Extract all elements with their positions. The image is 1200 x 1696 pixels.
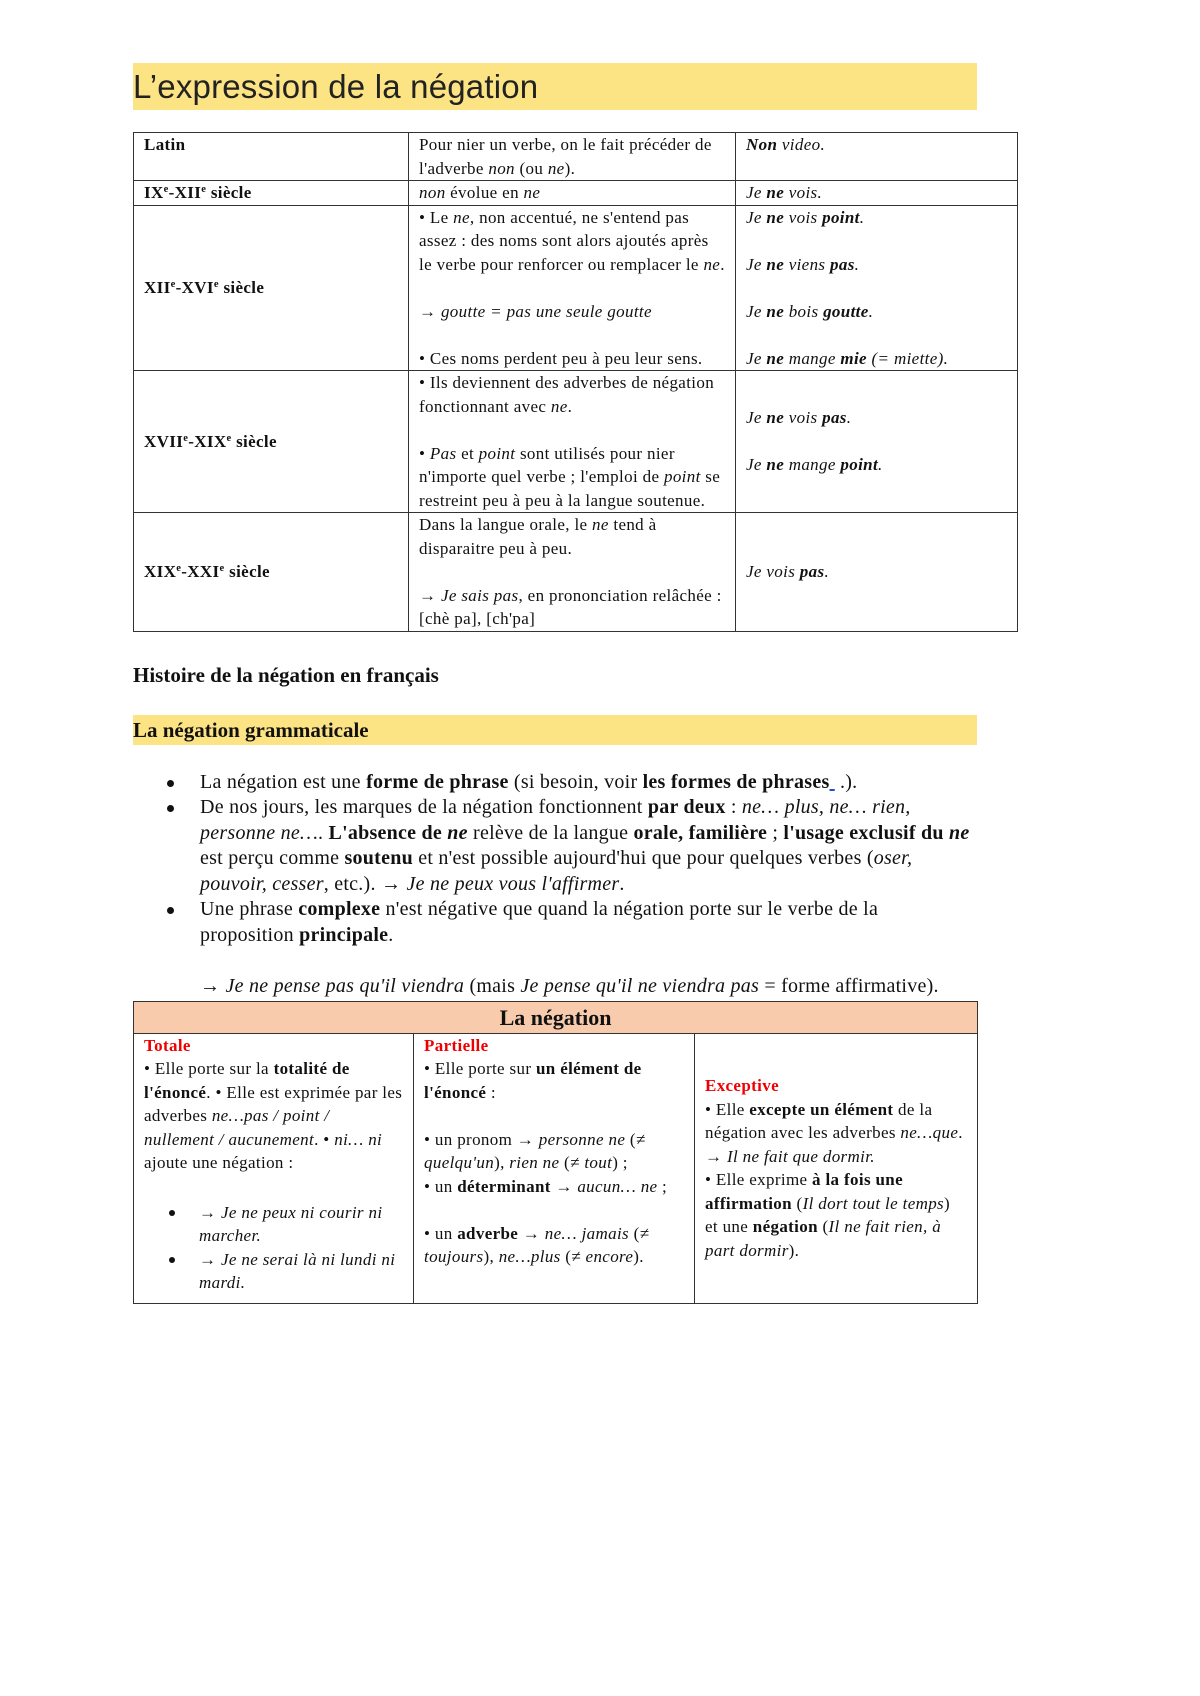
paragraph-group	[746, 453, 1007, 477]
text-run: ;	[767, 821, 784, 844]
paragraph-group	[200, 770, 977, 796]
paragraph	[746, 206, 1007, 230]
text-run: ne…plus	[498, 1247, 561, 1267]
text-run: Je ne peux vous l'affirmer	[406, 872, 620, 895]
text-run: :	[486, 1082, 496, 1102]
text-run: .	[854, 254, 860, 274]
text-run: point	[822, 207, 860, 227]
text-run: .).	[834, 770, 858, 793]
text-run: siècle	[231, 431, 277, 451]
text-run: .	[619, 872, 625, 895]
text-run: principale	[299, 924, 389, 947]
text-run: ne	[523, 183, 541, 202]
exceptive-column	[695, 1033, 978, 1303]
history-row	[134, 371, 1018, 513]
text-run: Je	[746, 348, 767, 368]
text-run: Une phrase	[200, 898, 299, 921]
paragraph-group	[746, 300, 1007, 324]
text-run: ).	[788, 1240, 800, 1260]
text-run: Je	[746, 183, 767, 202]
text-run: forme de phrase	[366, 770, 509, 793]
page-title: L’expression de la négation	[133, 68, 539, 105]
paragraph	[746, 253, 1007, 277]
text-run: siècle	[224, 562, 270, 581]
text-run: ≠ quelqu'un	[424, 1129, 646, 1173]
text-run: .	[824, 562, 830, 581]
text-run: (ou	[514, 158, 548, 178]
text-run: La négation est une	[200, 770, 367, 793]
text-run: mange	[784, 455, 841, 475]
text-run: (mais	[464, 975, 521, 998]
history-row	[134, 513, 1018, 632]
text-run: vois	[784, 408, 823, 428]
text-run: ne	[766, 183, 785, 202]
paragraph	[746, 300, 1007, 324]
text-run: Dans la langue orale, le	[419, 515, 593, 534]
text-run: négation	[752, 1217, 818, 1237]
text-run: Il dort tout le temps	[802, 1193, 945, 1213]
text-run: ne… jamais	[544, 1223, 630, 1243]
text-run: Je vois	[746, 562, 800, 581]
paragraph-group	[746, 181, 1007, 205]
text-run: (	[560, 1247, 572, 1267]
paragraph-group	[424, 1057, 684, 1104]
text-run: Pas	[429, 443, 457, 463]
text-run: ne	[948, 821, 970, 844]
text-run: e	[163, 184, 169, 196]
text-run: les formes de phrases	[642, 770, 830, 793]
text-run: et	[456, 443, 479, 463]
text-run: →	[518, 1223, 545, 1243]
explanation-cell	[409, 205, 736, 371]
text-run: pas	[830, 254, 855, 274]
paragraph-group	[144, 1057, 403, 1175]
history-row	[134, 133, 1018, 181]
text-run: point	[478, 443, 516, 463]
text-run: ne	[592, 515, 609, 534]
text-run: Latin	[144, 135, 186, 154]
paragraph-group	[200, 795, 977, 897]
paragraph	[419, 584, 725, 631]
paragraph	[746, 347, 1007, 371]
text-run: →	[550, 1176, 578, 1196]
text-run: Je	[746, 254, 767, 274]
paragraph	[424, 1175, 684, 1199]
paragraph-group	[419, 371, 725, 418]
paragraph-group	[424, 1222, 684, 1269]
paragraph-group	[419, 584, 725, 631]
period-cell	[134, 205, 409, 371]
text-run: .	[720, 254, 725, 274]
partielle-column	[414, 1033, 695, 1303]
list-item	[200, 795, 977, 897]
text-run: vois	[784, 207, 823, 227]
paragraph	[200, 974, 977, 1000]
text-run: mie	[840, 348, 867, 368]
text-run: .	[388, 924, 394, 947]
paragraph	[746, 453, 1007, 477]
text-run: • un	[424, 1176, 458, 1196]
paragraph	[200, 795, 977, 897]
explanation-cell	[409, 181, 736, 206]
text-run: n'est négative que quand la négation porte sur le verbe de la proposition	[200, 898, 879, 947]
text-run: personne ne	[538, 1129, 626, 1149]
paragraph-group	[705, 1098, 967, 1263]
list-item	[200, 770, 977, 796]
text-run: Je ne pense pas qu'il viendra	[225, 975, 465, 998]
text-run: • Elle porte sur	[424, 1059, 536, 1079]
paragraph-group	[746, 560, 1007, 584]
period-cell	[134, 181, 409, 206]
text-run: XII	[144, 278, 171, 297]
text-run: ne	[447, 821, 468, 844]
text-run: siècle	[218, 278, 265, 297]
text-run: Je	[746, 301, 767, 321]
paragraph	[705, 1168, 967, 1262]
text-run: l'usage exclusif du	[783, 821, 949, 844]
example-cell	[736, 513, 1018, 632]
text-run: . •	[314, 1129, 335, 1149]
column-label: Exceptive	[705, 1076, 779, 1096]
text-run: ni… ni	[334, 1129, 383, 1149]
text-run: , etc.). →	[323, 872, 407, 895]
text-run: e	[226, 432, 232, 444]
text-run: ne	[766, 301, 785, 321]
paragraph	[746, 133, 1007, 157]
history-heading: Histoire de la négation en français	[133, 662, 439, 687]
text-run: ≠ encore	[571, 1247, 634, 1267]
text-run: .	[878, 455, 883, 475]
text-run: siècle	[206, 183, 252, 202]
explanation-cell	[409, 513, 736, 632]
text-run: •	[419, 443, 430, 463]
text-run: ).	[633, 1247, 644, 1267]
text-run: ),	[494, 1153, 510, 1173]
paragraph-group	[746, 406, 1007, 430]
text-run: complexe	[298, 898, 381, 921]
text-run: video.	[777, 135, 826, 154]
table-title: La négation	[134, 1001, 978, 1033]
text-run: ne	[766, 408, 785, 428]
text-run: non	[419, 183, 446, 202]
paragraph	[746, 181, 1007, 205]
text-run: goutte	[823, 301, 869, 321]
text-run: ne	[547, 158, 565, 178]
text-run: oser, pouvoir, cesser	[200, 847, 913, 895]
text-run: ne	[766, 254, 785, 274]
section-highlight	[133, 715, 977, 745]
text-run: pas	[822, 408, 847, 428]
text-run: . • Elle est exprimée par les adverbes	[144, 1082, 403, 1126]
text-run: déterminant	[457, 1176, 551, 1196]
text-run: ne	[550, 396, 568, 416]
text-run: :	[725, 796, 742, 819]
paragraph	[419, 206, 725, 277]
text-run: non	[488, 158, 515, 178]
text-run: .	[846, 408, 852, 428]
column-text	[144, 1057, 403, 1175]
list-item	[200, 897, 977, 999]
paragraph	[144, 1057, 403, 1175]
negation-table	[133, 1001, 978, 1304]
text-run: évolue en	[445, 183, 524, 202]
paragraph	[424, 1128, 684, 1175]
text-run: (	[791, 1193, 803, 1213]
text-run: -XII	[168, 183, 202, 202]
text-run: aucun… ne	[577, 1176, 658, 1196]
text-run: ne… plus, ne… rien, personne ne…	[200, 796, 911, 844]
text-run: →	[419, 585, 441, 605]
example-cell	[736, 133, 1018, 181]
paragraph-group	[200, 897, 977, 948]
text-run: totalité de l'énoncé	[144, 1059, 350, 1102]
text-run: (	[629, 1223, 640, 1243]
text-run: • Elle exprime	[705, 1170, 813, 1190]
text-run: .	[868, 301, 874, 321]
text-run: sont utilisés pour nier n'importe quel verbe ; l'emploi de	[419, 443, 675, 486]
paragraph	[746, 560, 1007, 584]
text-run: e	[219, 563, 225, 575]
text-run: soutenu	[344, 847, 413, 870]
paragraph	[419, 371, 725, 418]
text-run: ne	[766, 348, 785, 368]
text-run: point	[840, 455, 879, 475]
text-run: point	[663, 467, 701, 486]
paragraph	[746, 406, 1007, 430]
text-run: Je	[746, 207, 767, 227]
paragraph	[424, 1057, 684, 1104]
text-run: ne…pas / point / nullement / aucunement	[144, 1106, 330, 1149]
text-run: • un	[424, 1223, 458, 1243]
paragraph	[419, 513, 725, 560]
paragraph-group	[419, 133, 725, 180]
page-content	[133, 63, 1017, 1304]
paragraph	[200, 897, 977, 948]
text-run: -XXI	[181, 562, 220, 581]
text-run: ) ;	[612, 1153, 628, 1173]
text-run: relève de la langue	[467, 821, 634, 844]
text-run: (	[559, 1153, 571, 1173]
history-table	[133, 132, 1018, 632]
text-run: ne	[766, 455, 785, 475]
table-header-row	[134, 1001, 978, 1033]
text-run: →	[200, 975, 226, 998]
text-run: • Ils deviennent des adverbes de négation fonctionnant avec	[419, 373, 715, 416]
text-run: Je pense qu'il ne viendra pas	[520, 975, 760, 998]
column-text	[705, 1098, 967, 1263]
text-run: XIX	[144, 562, 177, 581]
text-run: Je	[746, 408, 767, 428]
paragraph-group	[200, 974, 977, 1000]
text-run: mange	[784, 348, 841, 368]
text-run: ≠ toujours	[424, 1223, 650, 1267]
bullet-list	[133, 770, 977, 1000]
text-run: • Le	[419, 207, 454, 227]
history-row	[134, 181, 1018, 206]
paragraph	[424, 1222, 684, 1269]
text-run: excepte un élément	[749, 1099, 894, 1119]
example-cell	[736, 205, 1018, 371]
paragraph	[419, 181, 725, 205]
column-label: Partielle	[424, 1035, 489, 1055]
text-run: Non	[746, 135, 778, 154]
paragraph-group	[419, 513, 725, 560]
text-run: Je ne peux ni courir ni marcher.	[199, 1202, 383, 1246]
text-run: Je ne serai là ni lundi ni mardi.	[199, 1249, 396, 1293]
text-run: → goutte = pas une seule goutte	[419, 301, 652, 321]
text-run: ajoute une négation :	[144, 1153, 294, 1173]
paragraph	[419, 347, 725, 371]
text-run: ne	[453, 207, 470, 227]
text-run: se restreint peu à peu à la langue soutenue.	[419, 467, 721, 510]
list-item	[199, 1201, 403, 1248]
paragraph	[419, 133, 725, 180]
paragraph	[200, 770, 977, 796]
paragraph-group	[424, 1128, 684, 1199]
text-run: (	[625, 1129, 636, 1149]
text-run: (si besoin, voir	[508, 770, 643, 793]
text-run: orale, familière	[633, 821, 768, 844]
text-run: . →	[705, 1123, 963, 1166]
text-run: Il ne fait rien, à part dormir	[705, 1217, 942, 1260]
text-run: ;	[657, 1176, 668, 1196]
paragraph-group	[419, 300, 725, 324]
period-cell	[134, 133, 409, 181]
text-run: adverbe	[457, 1223, 519, 1243]
text-run: • Elle porte sur la	[144, 1059, 274, 1079]
text-run: ne	[703, 254, 721, 274]
paragraph-group	[419, 181, 725, 205]
text-run: • un pronom →	[424, 1129, 539, 1149]
paragraph	[419, 300, 725, 324]
text-run: e	[213, 279, 219, 291]
text-run: et n'est possible aujourd'hui que pour quelques verbes (	[412, 847, 874, 870]
text-run: est perçu comme	[200, 847, 345, 870]
column-label: Totale	[144, 1035, 191, 1055]
explanation-cell	[409, 133, 736, 181]
text-run: pas	[799, 562, 825, 581]
paragraph-group	[419, 206, 725, 277]
text-run: e	[201, 184, 207, 196]
text-run: Je	[746, 455, 767, 475]
example-cell	[736, 371, 1018, 513]
text-run: Pour nier un verbe, on le fait précéder de l'adverbe	[419, 135, 712, 178]
text-run: de la négation avec les adverbes	[705, 1099, 933, 1143]
text-run: →	[199, 1249, 221, 1269]
text-run: L'absence de	[328, 821, 448, 844]
text-run: XVII	[144, 431, 184, 451]
text-run: .	[859, 207, 865, 227]
text-run: ≠ tout	[570, 1153, 613, 1173]
text-run: e	[176, 563, 182, 575]
paragraph-group	[746, 206, 1007, 230]
paragraph-group	[419, 347, 725, 371]
text-run: un élément de l'énoncé	[424, 1059, 642, 1102]
text-run: vois.	[784, 183, 823, 202]
text-run: tend à disparaitre peu à peu.	[419, 515, 657, 558]
explanation-cell	[409, 371, 736, 513]
text-run: IX	[144, 183, 164, 202]
example-cell	[736, 181, 1018, 206]
text-run: par deux	[647, 796, 726, 819]
text-run: De nos jours, les marques de la négation fonctionnent	[200, 796, 648, 819]
text-run: (	[817, 1217, 829, 1237]
paragraph-group	[746, 133, 1007, 157]
totale-column	[134, 1033, 414, 1303]
text-run: Je sais pas	[440, 585, 519, 605]
text-run: = forme affirmative).	[759, 975, 939, 998]
paragraph-group	[746, 253, 1007, 277]
text-run: • Elle	[705, 1099, 750, 1119]
text-run: e	[170, 279, 176, 291]
text-run: (= miette).	[866, 348, 949, 368]
period-cell	[134, 513, 409, 632]
text-run: rien ne	[509, 1153, 560, 1173]
history-row	[134, 205, 1018, 371]
text-run: -XVI	[175, 278, 214, 297]
period-cell	[134, 371, 409, 513]
text-run: viens	[784, 254, 830, 274]
text-run: ) et une	[705, 1193, 951, 1237]
paragraph-group	[746, 347, 1007, 371]
title-highlight	[133, 63, 977, 110]
text-run: , non accentué, ne s'entend pas assez : des noms sont alors ajoutés après le verbe pour renforcer ou remplacer le	[419, 207, 709, 274]
text-run: e	[183, 432, 189, 444]
table-row	[134, 1033, 978, 1303]
text-run: .	[567, 396, 573, 416]
text-run: -XIX	[188, 431, 227, 451]
text-run: bois	[784, 301, 824, 321]
text-run: ne…que	[900, 1123, 959, 1143]
text-run: Il ne fait que dormir.	[726, 1146, 875, 1166]
text-run: ).	[564, 158, 576, 178]
text-run: , en prononciation relâchée : [chè pa], [ch'pa]	[419, 585, 722, 628]
paragraph	[419, 442, 725, 513]
text-run: ),	[483, 1247, 499, 1267]
text-run: ne	[766, 207, 785, 227]
text-run: .	[317, 821, 329, 844]
paragraph-group	[419, 442, 725, 513]
list-item	[199, 1248, 403, 1295]
example-list	[144, 1201, 403, 1295]
text-run: à la fois une affirmation	[705, 1170, 904, 1213]
section-title: La négation grammaticale	[133, 717, 369, 742]
text-run: →	[199, 1202, 221, 1222]
paragraph	[705, 1098, 967, 1169]
column-text	[424, 1057, 684, 1269]
text-run: • Ces noms perdent peu à peu leur sens.	[419, 348, 703, 368]
